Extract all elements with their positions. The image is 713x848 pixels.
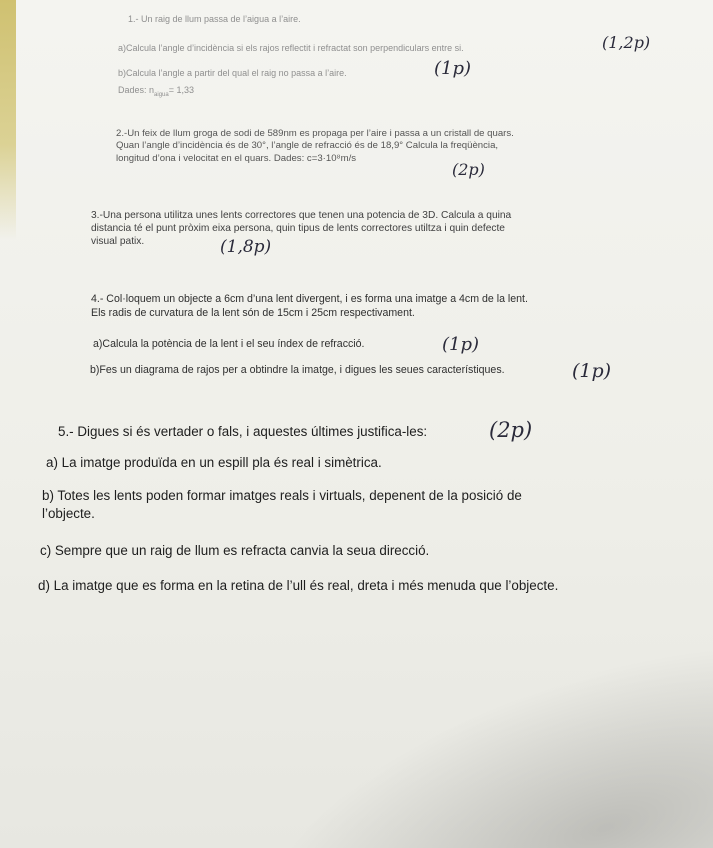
q5-points: (2p) — [489, 418, 533, 442]
q4-line-1: 4.- Col·loquem un objecte a 6cm d’una lent divergent, i es forma una imatge a 4cm de la lent. — [91, 293, 528, 305]
q5-statement-a: a) La imatge produïda en un espill pla és real i simètrica. — [46, 455, 382, 470]
q4-part-a: a)Calcula la potència de la lent i el seu índex de refracció. — [93, 338, 365, 350]
q2-points: (2p) — [452, 160, 485, 179]
q4-line-2: Els radis de curvatura de la lent són de 15cm i 25cm respectivament. — [91, 306, 415, 319]
q2-line-2: Quan l’angle d’incidència és de 30°, l’angle de refracció és de 18,9° Calcula la freqüència, — [116, 140, 499, 152]
q5-b-line-1: b) Totes les lents poden formar imatges reals i virtuals, depenent de la posició de — [42, 488, 522, 503]
q1-a-points: (1,2p) — [602, 33, 651, 52]
q5-title: 5.- Digues si és vertader o fals, i aquestes últimes justifica-les: — [58, 424, 428, 439]
q1-title: 1.- Un raig de llum passa de l’aigua a l’aire. — [128, 14, 301, 24]
q3-text — [91, 209, 511, 248]
page-edge-shadow — [0, 0, 16, 240]
q1-data — [118, 85, 194, 98]
q3-line-3: visual patix. — [91, 236, 145, 248]
q1-part-a: a)Calcula l’angle d’incidència si els rajos reflectit i refractat son perpendiculars entre si. — [118, 43, 464, 53]
q4-text — [91, 293, 528, 320]
q1-b-points: (1p) — [434, 58, 472, 79]
q3-line-2: distancia té el punt pròxim eixa persona, quin tipus de lents correctores utiltza i quin defecte — [91, 223, 505, 235]
q5-b-line-2: l’objecte. — [42, 506, 95, 522]
q2-line-3: longitud d’ona i velocitat en el quars. Dades: c=3·10⁸m/s — [116, 152, 357, 164]
bottom-shadow — [212, 633, 713, 848]
q3-points: (1,8p) — [220, 237, 272, 257]
q4-b-points: (1p) — [572, 360, 612, 382]
q1-data-value: = 1,33 — [168, 85, 194, 95]
q3-line-1: 3.-Una persona utilitza unes lents correctores que tenen una potencia de 3D. Calcula a quina — [91, 210, 512, 221]
q1-data-sub: aigua — [154, 91, 169, 98]
q2-line-1: 2.-Un feix de llum groga de sodi de 589nm es propaga per l’aire i passa a un cristall de quars. — [116, 128, 514, 139]
q5-statement-d: d) La imatge que es forma en la retina de l’ull és real, dreta i més menuda que l’objecte. — [38, 578, 559, 593]
q1-data-label: Dades: n — [118, 85, 155, 95]
q5-statement-b — [42, 487, 522, 523]
q5-statement-c: c) Sempre que un raig de llum es refracta canvia la seua direcció. — [40, 543, 430, 558]
q1-part-b: b)Calcula l’angle a partir del qual el raig no passa a l’aire. — [118, 68, 347, 78]
q4-part-b: b)Fes un diagrama de rajos per a obtindre la imatge, i digues les seues característiques. — [90, 364, 505, 376]
q4-a-points: (1p) — [442, 334, 480, 355]
